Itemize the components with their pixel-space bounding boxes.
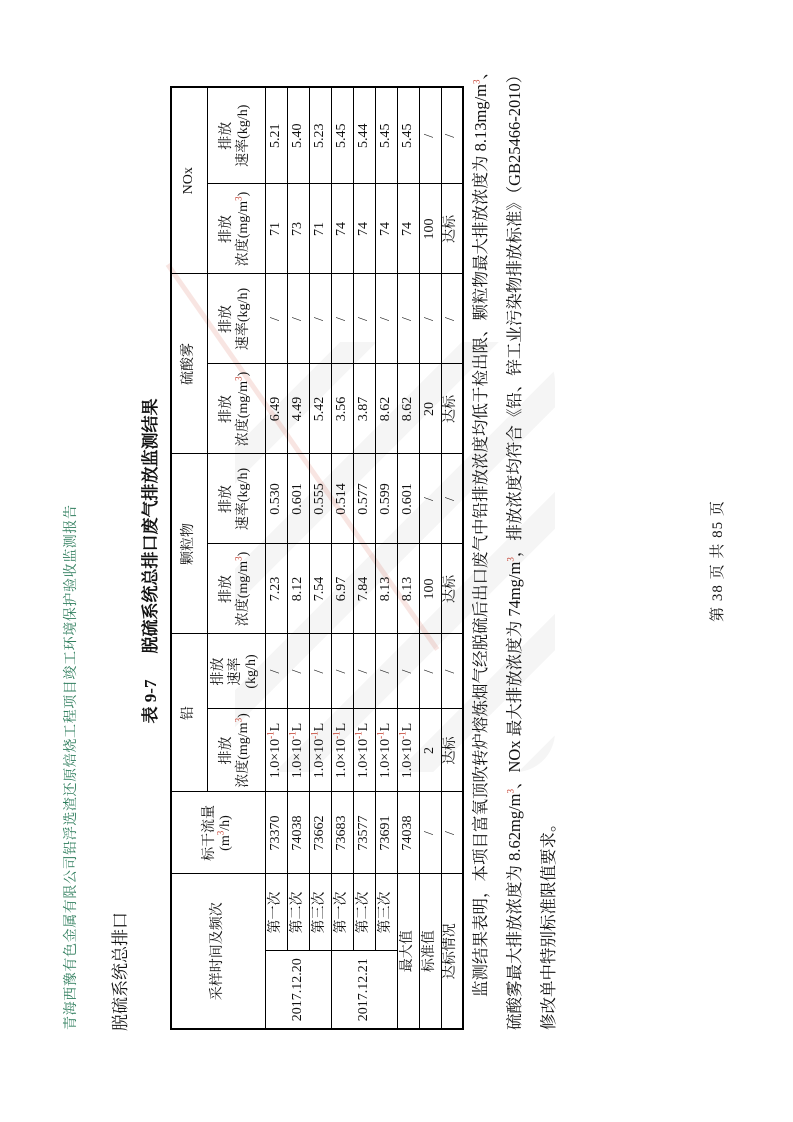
table-cell: / bbox=[419, 792, 441, 874]
table-cell: 100 bbox=[419, 544, 441, 634]
table-cell: 100 bbox=[419, 184, 441, 274]
table-cell: 74038 bbox=[287, 792, 309, 874]
table-header-cell: NOx bbox=[171, 87, 207, 274]
table-cell: 8.13 bbox=[375, 544, 397, 634]
table-header-cell: 采样时间及频次 bbox=[171, 874, 265, 1029]
table-title-text: 脱硫系统总排口废气排放监测结果 bbox=[141, 398, 160, 654]
table-cell: / bbox=[441, 454, 463, 544]
table-cell: 达标 bbox=[441, 364, 463, 454]
table-cell: 73662 bbox=[309, 792, 331, 874]
table-cell: 达标 bbox=[441, 184, 463, 274]
table-cell: 5.45 bbox=[375, 87, 397, 184]
table-cell: 达标 bbox=[441, 544, 463, 634]
table-cell: 8.62 bbox=[375, 364, 397, 454]
table-cell: 5.45 bbox=[331, 87, 353, 184]
table-cell: $1.0\times 10^{-1}L$ bbox=[353, 709, 375, 792]
table-header-cell: 排放 浓度$(mg/m^3)$ bbox=[207, 364, 265, 454]
table-cell: / bbox=[441, 634, 463, 709]
table-cell: 0.601 bbox=[287, 454, 309, 544]
table-cell: / bbox=[441, 792, 463, 874]
table-cell: 5.44 bbox=[353, 87, 375, 184]
table-cell: 5.40 bbox=[287, 87, 309, 184]
table-header-cell: 硫酸雾 bbox=[171, 274, 207, 454]
table-cell: $1.0\times 10^{-1}L$ bbox=[265, 709, 287, 792]
section-label: 脱硫系统总排口 bbox=[111, 912, 130, 1031]
table-cell: 2017.12.20 bbox=[265, 951, 331, 1029]
table-cell: 5.21 bbox=[265, 87, 287, 184]
table-cell: / bbox=[353, 274, 375, 364]
table-cell: 74 bbox=[375, 184, 397, 274]
table-cell: 7.23 bbox=[265, 544, 287, 634]
table-cell: / bbox=[441, 87, 463, 184]
table-header-cell: 排放 浓度$(mg/m^3)$ bbox=[207, 184, 265, 274]
table-cell: / bbox=[441, 274, 463, 364]
table-cell: 0.514 bbox=[331, 454, 353, 544]
table-cell: 73683 bbox=[331, 792, 353, 874]
table-cell: 73577 bbox=[353, 792, 375, 874]
table-cell: / bbox=[419, 274, 441, 364]
table-cell: $1.0\times 10^{-1}L$ bbox=[287, 709, 309, 792]
table-cell: / bbox=[419, 454, 441, 544]
table-cell: 71 bbox=[265, 184, 287, 274]
table-cell: 7.54 bbox=[309, 544, 331, 634]
table-cell: 最大值 bbox=[397, 874, 419, 1029]
table-number: 表 9-7 bbox=[141, 679, 160, 724]
notes-paragraph bbox=[464, 62, 566, 1030]
table-cell: 74 bbox=[353, 184, 375, 274]
table-cell: / bbox=[331, 634, 353, 709]
table-cell: 74 bbox=[331, 184, 353, 274]
table-cell: 5.45 bbox=[397, 87, 419, 184]
table-cell: / bbox=[375, 634, 397, 709]
table-cell: / bbox=[265, 274, 287, 364]
table-cell: 71 bbox=[309, 184, 331, 274]
table-cell: 第二次 bbox=[287, 874, 309, 951]
table-header-cell: 排放 速率(kg/h) bbox=[207, 454, 265, 544]
table-cell: 0.601 bbox=[397, 454, 419, 544]
table-cell: $1.0\times 10^{-1}L$ bbox=[331, 709, 353, 792]
table-cell: 第一次 bbox=[331, 874, 353, 951]
table-cell: 3.87 bbox=[353, 364, 375, 454]
table-cell: 8.12 bbox=[287, 544, 309, 634]
page-footer: 第 38 页 共 85 页 bbox=[710, 500, 726, 622]
table-cell: 达标情况 bbox=[441, 874, 463, 1029]
table-header-cell: 铅 bbox=[171, 634, 207, 792]
table-title bbox=[136, 0, 161, 1122]
table-cell: / bbox=[353, 634, 375, 709]
table-cell: 2 bbox=[419, 709, 441, 792]
table-cell: 0.599 bbox=[375, 454, 397, 544]
table-cell: $1.0\times 10^{-1}L$ bbox=[397, 709, 419, 792]
table-cell: 2017.12.21 bbox=[331, 951, 397, 1029]
table-cell: 4.49 bbox=[287, 364, 309, 454]
table-cell: 5.42 bbox=[309, 364, 331, 454]
table-cell: $1.0\times 10^{-1}L$ bbox=[309, 709, 331, 792]
table-cell: / bbox=[397, 274, 419, 364]
table-cell: 6.49 bbox=[265, 364, 287, 454]
table-cell: 3.56 bbox=[331, 364, 353, 454]
table-header-cell: 标干流量 $(m^3/h)$ bbox=[171, 792, 265, 874]
table-cell: 20 bbox=[419, 364, 441, 454]
table-cell: 5.23 bbox=[309, 87, 331, 184]
table-cell: / bbox=[287, 634, 309, 709]
table-header-cell: 排放 浓度$(mg/m^3)$ bbox=[207, 709, 265, 792]
table-cell: $1.0\times 10^{-1}L$ bbox=[375, 709, 397, 792]
note-line: 硫酸雾最大排放浓度为 $8.62mg/m^3$、NOx 最大排放浓度为 $74mg/m^3$，排放浓度均符合《铅、锌工业污染物排放标准》（GB25466-2010） bbox=[505, 66, 524, 1030]
table-cell: 6.97 bbox=[331, 544, 353, 634]
table-header-cell: 排放 速率(kg/h) bbox=[207, 274, 265, 364]
table-cell: 标准值 bbox=[419, 874, 441, 1029]
table-cell: 74 bbox=[397, 184, 419, 274]
table-cell: / bbox=[287, 274, 309, 364]
table-cell: 0.530 bbox=[265, 454, 287, 544]
table-cell: 第三次 bbox=[375, 874, 397, 951]
table-cell: 8.13 bbox=[397, 544, 419, 634]
table-cell: 7.84 bbox=[353, 544, 375, 634]
table-cell: 73691 bbox=[375, 792, 397, 874]
report-header-text: 青海西豫有色金属有限公司铅浮选渣还原焙烧工程项目竣工环境保护验收监测报告 bbox=[64, 504, 79, 1030]
table-header-cell: 排放 速率 (kg/h) bbox=[207, 634, 265, 709]
table-cell: / bbox=[419, 634, 441, 709]
table-cell: / bbox=[331, 274, 353, 364]
table-cell: 第二次 bbox=[353, 874, 375, 951]
note-line: 修改单中特别标准限值要求。 bbox=[539, 815, 558, 1030]
table-header-cell: 颗粒物 bbox=[171, 454, 207, 634]
table-cell: 第三次 bbox=[309, 874, 331, 951]
note-line: 监测结果表明，本项目富氧顶吹转炉熔炼烟气经脱硫后出口废气中铅排放浓度均低于检出限、颗粒物最大排放浓度为 $8.13mg/m^3$、 bbox=[471, 62, 490, 997]
table-cell: / bbox=[265, 634, 287, 709]
table-cell: 达标 bbox=[441, 709, 463, 792]
table-cell: 0.577 bbox=[353, 454, 375, 544]
table-cell: 73370 bbox=[265, 792, 287, 874]
table-cell: / bbox=[397, 634, 419, 709]
table-cell: / bbox=[375, 274, 397, 364]
table-header-cell: 排放 浓度$(mg/m^3)$ bbox=[207, 544, 265, 634]
table-cell: / bbox=[309, 274, 331, 364]
table-cell: 73 bbox=[287, 184, 309, 274]
table-cell: 第一次 bbox=[265, 874, 287, 951]
monitoring-table bbox=[170, 86, 464, 1030]
table-cell: / bbox=[419, 87, 441, 184]
table-cell: 8.62 bbox=[397, 364, 419, 454]
table-cell: 74038 bbox=[397, 792, 419, 874]
table-cell: / bbox=[309, 634, 331, 709]
table-cell: 0.555 bbox=[309, 454, 331, 544]
table-header-cell: 排放 速率(kg/h) bbox=[207, 87, 265, 184]
